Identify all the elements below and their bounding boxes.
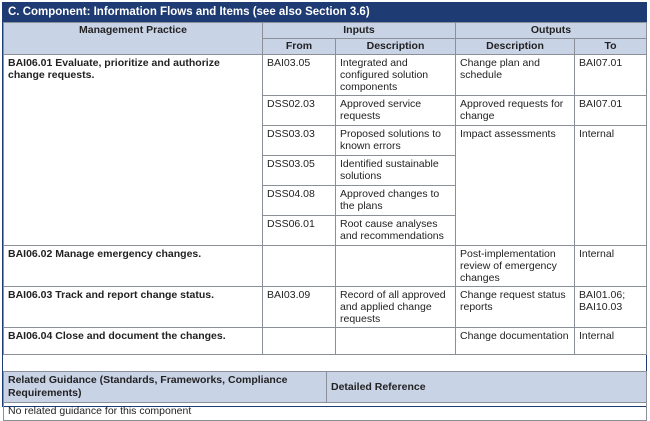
header-row-top	[4, 23, 647, 39]
detailed-reference-header: Detailed Reference	[327, 372, 647, 403]
output-to: Internal	[575, 246, 647, 287]
input-description: Proposed solutions to known errors	[336, 126, 456, 156]
header-output-description: Description	[456, 39, 575, 55]
table-row	[4, 55, 647, 96]
header-input-description: Description	[336, 39, 456, 55]
output-description: Post-implementation review of emergency changes	[456, 246, 575, 287]
practice-name: BAI06.01 Evaluate, prioritize and authorize change requests.	[4, 55, 263, 246]
component-title: C. Component: Information Flows and Items (see also Section 3.6)	[3, 3, 646, 22]
information-flows-table	[3, 22, 647, 355]
practice-name: BAI06.03 Track and report change status.	[4, 287, 263, 328]
input-from: DSS03.03	[263, 126, 336, 156]
input-description-empty	[336, 246, 456, 287]
input-from-empty	[263, 328, 336, 355]
input-description: Identified sustainable solutions	[336, 156, 456, 186]
input-description: Root cause analyses and recommendations	[336, 216, 456, 246]
information-flows-component	[2, 2, 647, 417]
guidance-note: No related guidance for this component	[4, 403, 647, 421]
input-from: BAI03.05	[263, 55, 336, 96]
output-to: Internal	[575, 328, 647, 355]
header-inputs: Inputs	[263, 23, 456, 39]
input-from: DSS02.03	[263, 96, 336, 126]
input-description: Record of all approved and applied change requests	[336, 287, 456, 328]
output-description: Approved requests for change	[456, 96, 575, 126]
header-outputs: Outputs	[456, 23, 647, 39]
practice-name: BAI06.04 Close and document the changes.	[4, 328, 263, 355]
input-from: DSS03.05	[263, 156, 336, 186]
related-guidance-table	[3, 371, 647, 421]
output-to: BAI01.06; BAI10.03	[575, 287, 647, 328]
header-from: From	[263, 39, 336, 55]
input-from-empty	[263, 246, 336, 287]
table-row	[4, 328, 647, 355]
header-to: To	[575, 39, 647, 55]
header-management-practice: Management Practice	[4, 23, 263, 55]
input-from: BAI03.09	[263, 287, 336, 328]
output-description: Impact assessments	[456, 126, 575, 246]
output-to: BAI07.01	[575, 55, 647, 96]
table-row	[4, 287, 647, 328]
output-description: Change plan and schedule	[456, 55, 575, 96]
input-from: DSS04.08	[263, 186, 336, 216]
practice-name: BAI06.02 Manage emergency changes.	[4, 246, 263, 287]
input-from: DSS06.01	[263, 216, 336, 246]
output-to: Internal	[575, 126, 647, 246]
input-description: Integrated and configured solution components	[336, 55, 456, 96]
related-guidance-header: Related Guidance (Standards, Frameworks, Compliance Requirements)	[4, 372, 327, 403]
input-description-empty	[336, 328, 456, 355]
input-description: Approved changes to the plans	[336, 186, 456, 216]
table-row	[4, 246, 647, 287]
guidance-note-row	[4, 403, 647, 421]
input-description: Approved service requests	[336, 96, 456, 126]
output-description: Change documentation	[456, 328, 575, 355]
output-description: Change request status reports	[456, 287, 575, 328]
output-to: BAI07.01	[575, 96, 647, 126]
guidance-header-row	[4, 372, 647, 403]
